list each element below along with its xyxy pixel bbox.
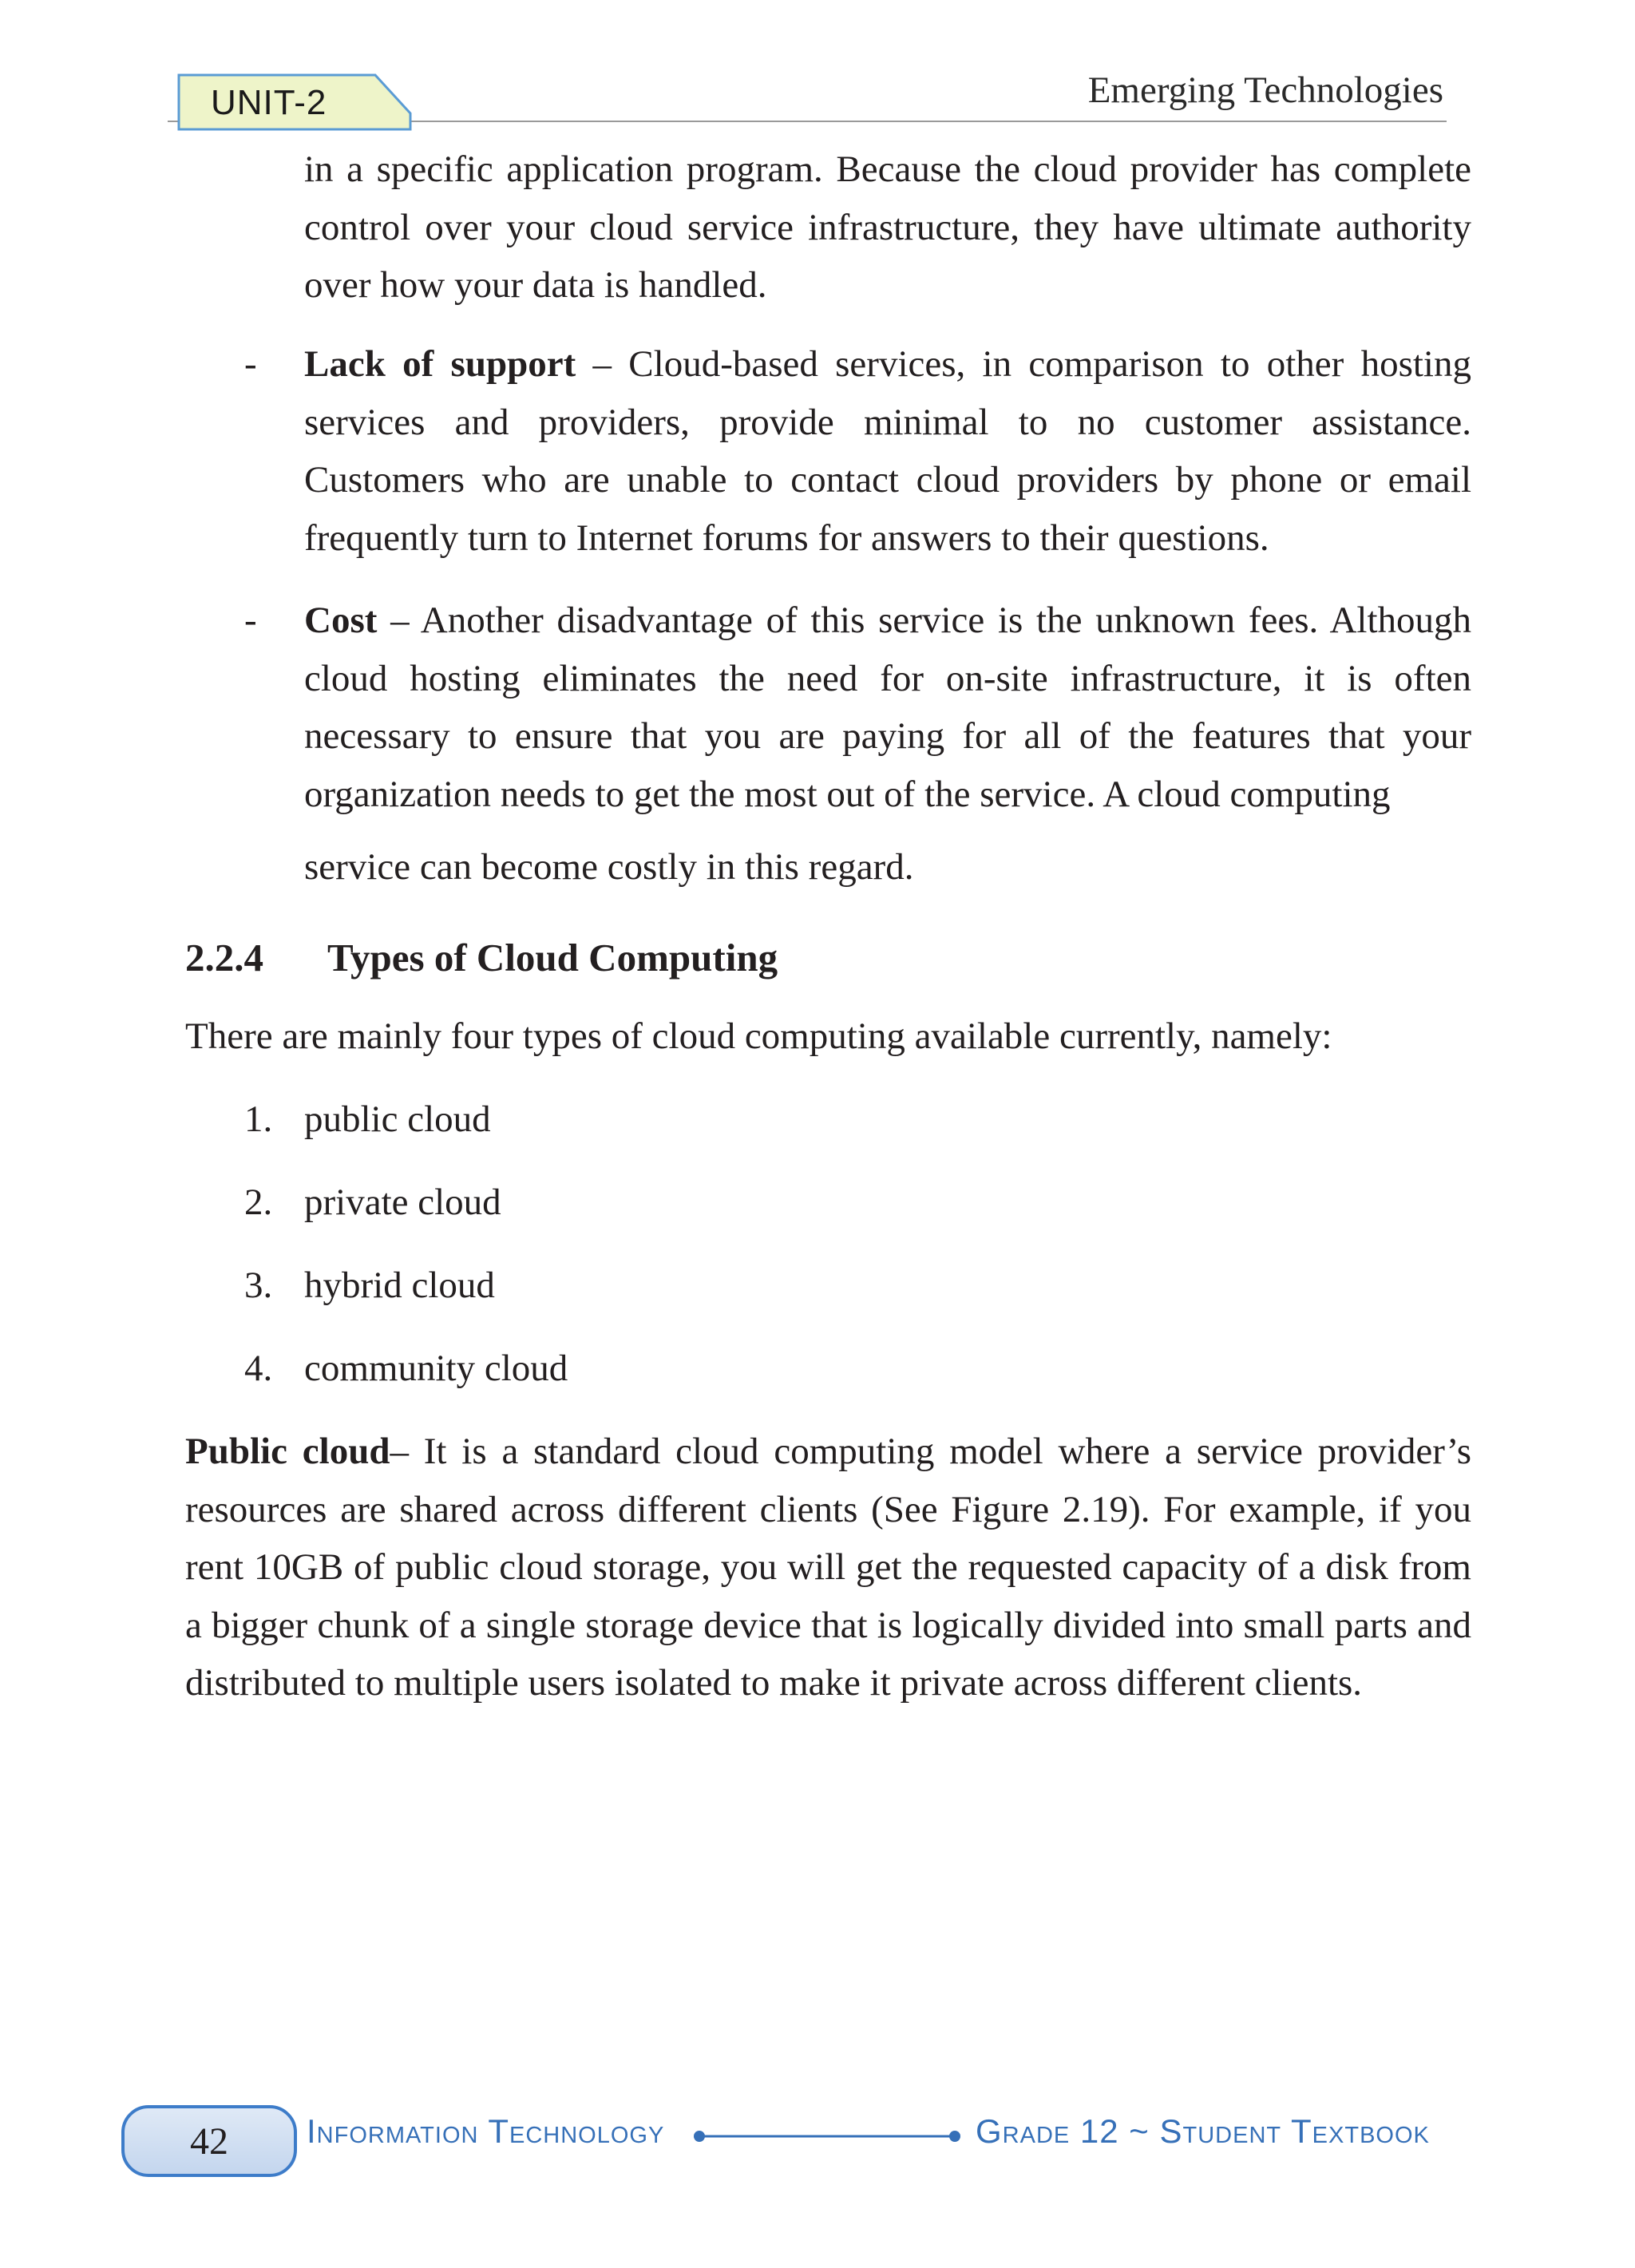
list-number: 3. bbox=[244, 1265, 273, 1306]
unit-tab bbox=[177, 73, 414, 131]
list-item-hybrid-cloud: hybrid cloud bbox=[304, 1265, 495, 1306]
list-number: 4. bbox=[244, 1348, 273, 1389]
section-title: Types of Cloud Computing bbox=[327, 936, 778, 980]
footer-grade: Grade 12 ~ Student Textbook bbox=[976, 2112, 1430, 2150]
list-item-public-cloud: public cloud bbox=[304, 1098, 491, 1140]
bullet-cost-last-line: service can become costly in this regard. bbox=[304, 846, 914, 888]
bullet-marker: - bbox=[244, 343, 257, 385]
running-title: Emerging Technologies bbox=[1087, 69, 1443, 111]
intro-sentence: There are mainly four types of cloud computing available currently, namely: bbox=[185, 1015, 1332, 1057]
footer-subject: Information Technology bbox=[307, 2112, 665, 2150]
bullet-cost: Cost – Another disadvantage of this service is the unknown fees. Although cloud hosting eliminates the need for on-site infrastructure, it is often necessary to ensure that you are paying for all of the features that your organization needs to get the most out of the service. A cloud computing bbox=[304, 600, 1471, 815]
bullet-term: Lack of support bbox=[304, 343, 576, 385]
bullet-marker: - bbox=[244, 600, 257, 641]
page-number: 42 bbox=[190, 2120, 228, 2163]
list-number: 2. bbox=[244, 1181, 273, 1223]
continuation-paragraph: in a specific application program. Because the cloud provider has complete control over your cloud service infrastructure, they have ultimate authority over how your data is handled. bbox=[304, 148, 1471, 306]
bullet-lack-of-support: Lack of support – Cloud-based services, in comparison to other hosting services and providers, provide minimal to no customer assistance. Customers who are unable to contact cloud providers by phone or email frequently turn to Internet forums for answers to their questions. bbox=[304, 343, 1471, 559]
unit-label: UNIT-2 bbox=[211, 83, 327, 122]
bullet-term: Cost bbox=[304, 600, 378, 641]
public-cloud-paragraph: Public cloud– It is a standard cloud computing model where a service provider’s resources are shared across different clients (See Figure 2.19). For example, if you rent 10GB of public cloud storage, you will get the requested capacity of a disk from a bigger chunk of a single storage device that is logically divided into small parts and distributed to multiple users isolated to make it private across different clients. bbox=[185, 1431, 1471, 1704]
list-item-private-cloud: private cloud bbox=[304, 1181, 501, 1223]
footer-connector-line bbox=[693, 2130, 961, 2143]
list-number: 1. bbox=[244, 1098, 273, 1140]
public-cloud-term: Public cloud bbox=[185, 1431, 390, 1472]
section-number: 2.2.4 bbox=[185, 936, 263, 980]
list-item-community-cloud: community cloud bbox=[304, 1348, 568, 1389]
page-number-badge bbox=[121, 2105, 297, 2177]
section-heading bbox=[185, 929, 778, 987]
